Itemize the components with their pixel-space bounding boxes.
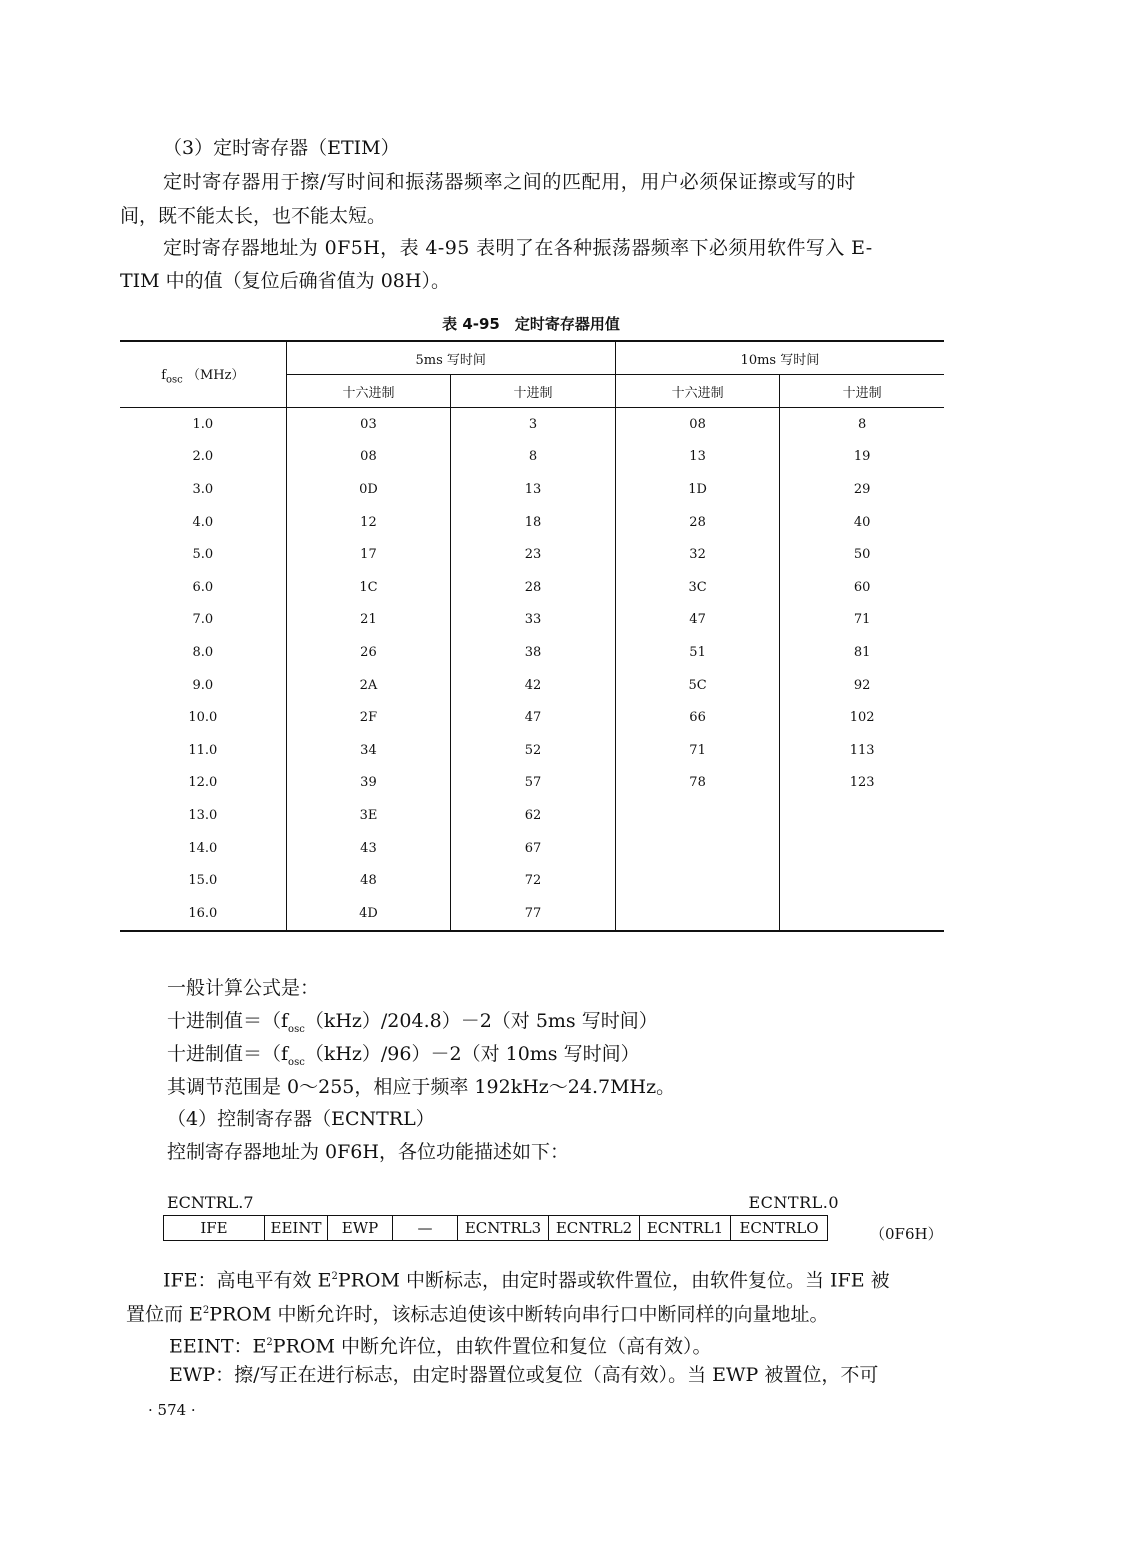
- table-row: [120, 571, 944, 604]
- hex-5ms-cell: 4D: [286, 897, 451, 931]
- hex-10ms-cell: 3C: [615, 571, 780, 604]
- freq-cell: 12.0: [188, 775, 218, 791]
- dec-5ms-cell: 72: [451, 864, 616, 897]
- hex-5ms-cell: 34: [286, 734, 451, 767]
- hex-5ms-cell: 3E: [286, 799, 451, 832]
- dec-10ms-cell: 71: [780, 604, 944, 637]
- hex-5ms-cell: 03: [286, 408, 451, 441]
- page-number: · 574 ·: [148, 1401, 196, 1419]
- dec-10ms-cell: 92: [780, 669, 944, 702]
- freq-cell: 4.0: [192, 514, 214, 530]
- freq-header: $f_{osc}$ （MHz）: [120, 341, 286, 408]
- table-row: [120, 832, 944, 865]
- hex-10ms-cell: [615, 799, 780, 832]
- table-row: [120, 506, 944, 539]
- formula-2: 十进制值$=(f_{osc}(kHz)/96)-2$（对 10ms 写时间）: [167, 1043, 640, 1068]
- hex-10ms-cell: 66: [615, 701, 780, 734]
- hex-10ms-header: 十六进制: [615, 375, 780, 408]
- hex-5ms-cell: 08: [286, 441, 451, 474]
- hex-10ms-cell: 28: [615, 506, 780, 539]
- freq-cell: 11.0: [188, 742, 218, 758]
- register-bits: [163, 1215, 828, 1241]
- group-5ms-header: 5ms 写时间: [286, 341, 615, 375]
- freq-cell: 15.0: [188, 873, 218, 889]
- register-bit-6: EEINT: [265, 1216, 328, 1241]
- table-row: [120, 441, 944, 474]
- register-msb-label: ECNTRL.7: [167, 1193, 254, 1212]
- dec-5ms-header: 十进制: [451, 375, 616, 408]
- register-bit-3: ECNTRL3: [458, 1216, 549, 1241]
- dec-10ms-header: 十进制: [780, 375, 944, 408]
- table-row: [120, 636, 944, 669]
- dec-10ms-cell: [780, 897, 944, 931]
- hex-10ms-cell: 13: [615, 441, 780, 474]
- hex-5ms-cell: 21: [286, 604, 451, 637]
- freq-cell: 16.0: [120, 897, 286, 931]
- table-row: [120, 767, 944, 800]
- dec-10ms-cell: 113: [780, 734, 944, 767]
- dec-5ms-cell: 77: [451, 897, 616, 931]
- table-row: [120, 799, 944, 832]
- table-row: [120, 734, 944, 767]
- formula-1: 十进制值$=(f_{osc}(kHz)/204.8)-2$（对 5ms 写时间）: [167, 1010, 658, 1035]
- section4-heading: （4）控制寄存器（ECNTRL）: [167, 1108, 435, 1130]
- dec-10ms-cell: 102: [780, 701, 944, 734]
- table-row: [120, 701, 944, 734]
- hex-10ms-cell: 08: [615, 408, 780, 441]
- freq-cell: 13.0: [188, 807, 218, 823]
- formula-intro: 一般计算公式是：: [167, 977, 320, 999]
- dec-5ms-cell: 62: [451, 799, 616, 832]
- register-bit-5: EWP: [328, 1216, 393, 1241]
- register-bit-2: ECNTRL2: [549, 1216, 640, 1241]
- dec-10ms-cell: 19: [780, 441, 944, 474]
- hex-5ms-cell: 2F: [286, 701, 451, 734]
- hex-5ms-cell: 17: [286, 538, 451, 571]
- ife-desc-line1: IFE：高电平有效 $E^2PROM$ 中断标志，由定时器或软件置位，由软件复位。当 IFE 被: [163, 1269, 890, 1292]
- dec-10ms-cell: [780, 832, 944, 865]
- dec-5ms-cell: 67: [451, 832, 616, 865]
- dec-10ms-cell: 81: [780, 636, 944, 669]
- dec-10ms-cell: 123: [780, 767, 944, 800]
- dec-10ms-cell: 60: [780, 571, 944, 604]
- eeint-desc: EEINT：$E^2PROM$ 中断允许位，由软件置位和复位（高有效）。: [169, 1335, 712, 1358]
- register-diagram: [163, 1193, 943, 1243]
- hex-5ms-cell: 1C: [286, 571, 451, 604]
- dec-5ms-cell: 57: [451, 767, 616, 800]
- section4-intro: 控制寄存器地址为 0F6H，各位功能描述如下：: [167, 1141, 569, 1163]
- hex-10ms-cell: [615, 832, 780, 865]
- freq-cell: 8.0: [192, 644, 214, 660]
- freq-cell: 3.0: [192, 481, 214, 497]
- register-bit-1: ECNTRL1: [640, 1216, 731, 1241]
- register-bit-4: —: [393, 1216, 458, 1241]
- hex-10ms-cell: [615, 864, 780, 897]
- hex-5ms-cell: 2A: [286, 669, 451, 702]
- group-10ms-header: 10ms 写时间: [615, 341, 944, 375]
- register-bit-7: IFE: [164, 1216, 265, 1241]
- para2-line1: 定时寄存器地址为 0F5H，表 4-95 表明了在各种振荡器频率下必须用软件写入 E-: [163, 237, 873, 259]
- register-bit-0: ECNTRLO: [731, 1216, 828, 1241]
- dec-5ms-cell: 52: [451, 734, 616, 767]
- table-row: [120, 538, 944, 571]
- dec-10ms-cell: 40: [780, 506, 944, 539]
- table-row: [120, 473, 944, 506]
- freq-cell: 1.0: [192, 416, 214, 432]
- table-row: [120, 864, 944, 897]
- ewp-desc: EWP：擦/写正在进行标志，由定时器置位或复位（高有效）。当 EWP 被置位，不可: [169, 1364, 879, 1386]
- freq-cell: 6.0: [192, 579, 214, 595]
- table-row: [120, 604, 944, 637]
- hex-5ms-cell: 39: [286, 767, 451, 800]
- hex-10ms-cell: [615, 897, 780, 931]
- hex-10ms-cell: 32: [615, 538, 780, 571]
- hex-10ms-cell: 47: [615, 604, 780, 637]
- register-lsb-label: ECNTRL.0: [748, 1193, 839, 1212]
- dec-5ms-cell: 3: [451, 408, 616, 441]
- register-address: （0F6H）: [870, 1225, 943, 1243]
- dec-5ms-cell: 8: [451, 441, 616, 474]
- hex-5ms-cell: 26: [286, 636, 451, 669]
- dec-10ms-cell: 29: [780, 473, 944, 506]
- table-row: [120, 669, 944, 702]
- table-body: [120, 408, 944, 931]
- para1-line2: 间，既不能太长，也不能太短。: [120, 205, 387, 227]
- dec-5ms-cell: 33: [451, 604, 616, 637]
- freq-cell: 7.0: [192, 612, 214, 628]
- freq-cell: 10.0: [188, 710, 218, 726]
- hex-10ms-cell: 71: [615, 734, 780, 767]
- dec-5ms-cell: 18: [451, 506, 616, 539]
- hex-10ms-cell: 1D: [615, 473, 780, 506]
- dec-10ms-cell: [780, 864, 944, 897]
- timing-table: [120, 340, 944, 932]
- table-row: [120, 897, 944, 931]
- hex-5ms-cell: 0D: [286, 473, 451, 506]
- hex-5ms-header: 十六进制: [286, 375, 451, 408]
- freq-cell: 14.0: [188, 840, 218, 856]
- dec-10ms-cell: [780, 799, 944, 832]
- para2-line2: TIM 中的值（复位后确省值为 08H）。: [120, 270, 450, 292]
- hex-5ms-cell: 48: [286, 864, 451, 897]
- dec-5ms-cell: 38: [451, 636, 616, 669]
- freq-cell: 9.0: [192, 677, 214, 693]
- range-text: 其调节范围是 0～255，相应于频率 192kHz～24.7MHz。: [167, 1076, 676, 1098]
- freq-cell: 5.0: [192, 547, 214, 563]
- hex-10ms-cell: 5C: [615, 669, 780, 702]
- table-row: [120, 408, 944, 441]
- hex-10ms-cell: 78: [615, 767, 780, 800]
- hex-10ms-cell: 51: [615, 636, 780, 669]
- table-caption: 表 4-95 定时寄存器用值: [442, 315, 620, 333]
- para1-line1: 定时寄存器用于擦/写时间和振荡器频率之间的匹配用，用户必须保证擦或写的时: [163, 171, 857, 193]
- section3-heading: （3）定时寄存器（ETIM）: [163, 137, 400, 159]
- dec-5ms-cell: 47: [451, 701, 616, 734]
- dec-5ms-cell: 28: [451, 571, 616, 604]
- dec-10ms-cell: 8: [780, 408, 944, 441]
- hex-5ms-cell: 12: [286, 506, 451, 539]
- dec-5ms-cell: 42: [451, 669, 616, 702]
- ife-desc-line2: 置位而 $E^2PROM$ 中断允许时，该标志迫使该中断转向串行口中断同样的向量地址。: [126, 1303, 829, 1326]
- freq-cell: 2.0: [192, 449, 214, 465]
- dec-5ms-cell: 13: [451, 473, 616, 506]
- dec-5ms-cell: 23: [451, 538, 616, 571]
- dec-10ms-cell: 50: [780, 538, 944, 571]
- hex-5ms-cell: 43: [286, 832, 451, 865]
